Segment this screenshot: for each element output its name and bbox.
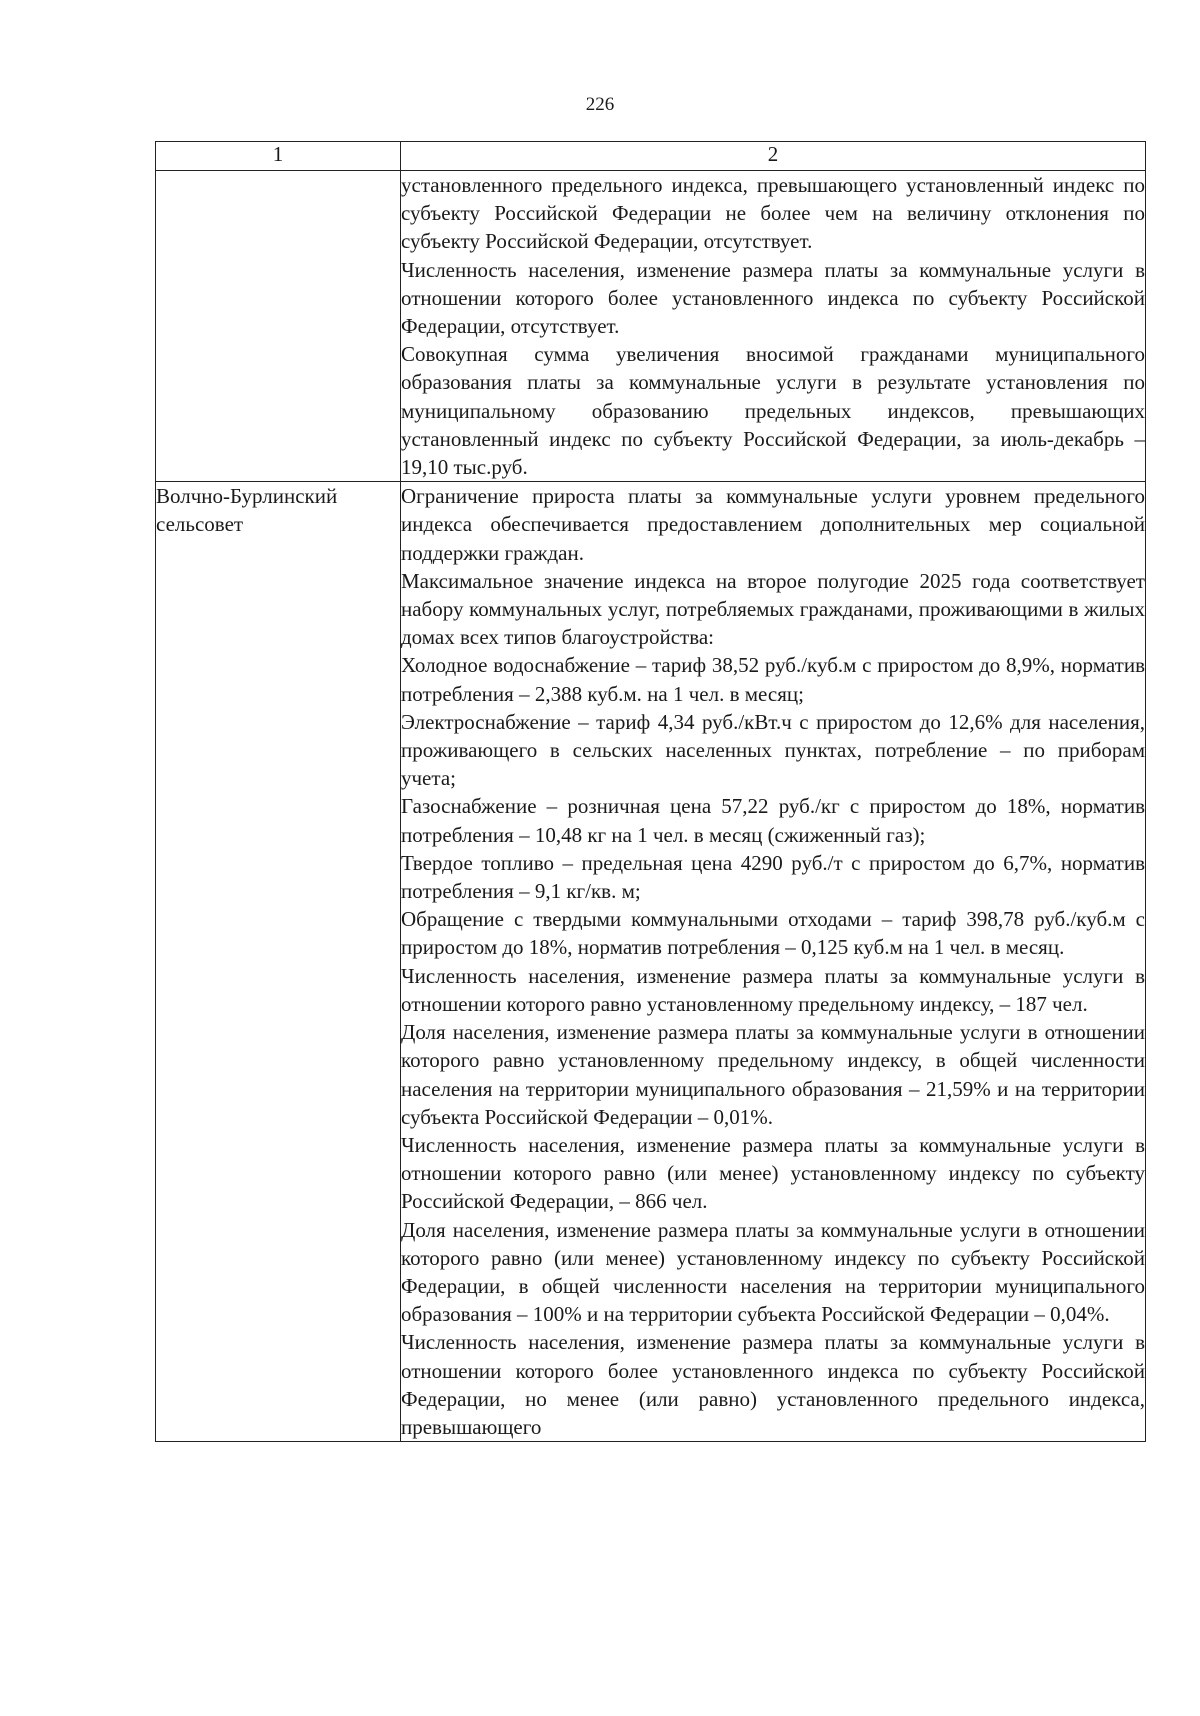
paragraph: Доля населения, изменение размера платы за коммунальные услуги в отношении которого равно установленному предельному индексу, в общей численности населения на территории муниципального образования – 21,59% и на территории субъекта Российской Федерации – 0,01%. [401, 1020, 1145, 1129]
paragraph: установленного предельного индекса, превышающего установленный индекс по субъекту Российской Федерации не более чем на величину отклонения по субъекту Российской Федерации, отсутствует. [401, 173, 1145, 254]
paragraph: Численность населения, изменение размера платы за коммунальные услуги в отношении которого равно (или менее) установленному индексу по субъекту Российской Федерации, – 866 чел. [401, 1132, 1145, 1214]
column-header-2: 2 [401, 142, 1146, 171]
paragraph: Ограничение прироста платы за коммунальные услуги уровнем предельного индекса обеспечивается предоставлением дополнительных мер социальной поддержки граждан. [401, 484, 1145, 565]
paragraph: Совокупная сумма увеличения вносимой гражданами муниципального образования платы за коммунальные услуги в результате установления по муниципальному образованию предельных индексов, превышающих установленный индекс по субъекту Российской Федерации, за июль-декабрь – 19,10 тыс.руб. [401, 342, 1145, 480]
paragraph: Численность населения, изменение размера платы за коммунальные услуги в отношении которого более установленного индекса по субъекту Российской Федерации, но менее (или равно) установленного предельного индекса, превышающего [401, 1330, 1145, 1439]
table-row [156, 482, 1146, 1442]
municipality-name-cell: Волчно-Бурлинский сельсовет [156, 482, 401, 1442]
paragraph: Обращение с твердыми коммунальными отходами – тариф 398,78 руб./куб.м с приростом до 18%, норматив потребления – 0,125 куб.м на 1 чел. в месяц. [401, 907, 1145, 960]
column-header-1: 1 [156, 142, 401, 171]
paragraph: Газоснабжение – розничная цена 57,22 руб./кг с приростом до 18%, норматив потребления – 10,48 кг на 1 чел. в месяц (сжиженный газ); [401, 794, 1145, 847]
page-number: 226 [585, 94, 615, 115]
description-cell [401, 171, 1146, 482]
document-table [155, 141, 1146, 1442]
table-header-row [156, 142, 1146, 171]
paragraph: Холодное водоснабжение – тариф 38,52 руб./куб.м с приростом до 8,9%, норматив потребления – 2,388 куб.м. на 1 чел. в месяц; [401, 653, 1145, 706]
paragraph: Твердое топливо – предельная цена 4290 руб./т с приростом до 6,7%, норматив потребления – 9,1 кг/кв. м; [401, 850, 1145, 904]
paragraph: Электроснабжение – тариф 4,34 руб./кВт.ч с приростом до 12,6% для населения, проживающего в сельских населенных пунктах, потребление – по приборам учета; [401, 709, 1145, 791]
paragraph: Численность населения, изменение размера платы за коммунальные услуги в отношении которого равно установленному предельному индексу, – 187 чел. [401, 963, 1145, 1016]
description-cell [401, 482, 1146, 1442]
paragraph: Доля населения, изменение размера платы за коммунальные услуги в отношении которого равно (или менее) установленному индексу по субъекту Российской Федерации, в общей численности населения на территории муниципального образования – 100% и на территории субъекта Российской Федерации – 0,04%. [401, 1217, 1145, 1327]
table-row [156, 171, 1146, 482]
paragraph: Максимальное значение индекса на второе полугодие 2025 года соответствует набору коммунальных услуг, потребляемых гражданами, проживающими в жилых домах всех типов благоустройства: [401, 568, 1145, 650]
paragraph: Численность населения, изменение размера платы за коммунальные услуги в отношении которого более установленного индекса по субъекту Российской Федерации, отсутствует. [401, 257, 1145, 339]
municipality-name-cell [156, 171, 401, 482]
